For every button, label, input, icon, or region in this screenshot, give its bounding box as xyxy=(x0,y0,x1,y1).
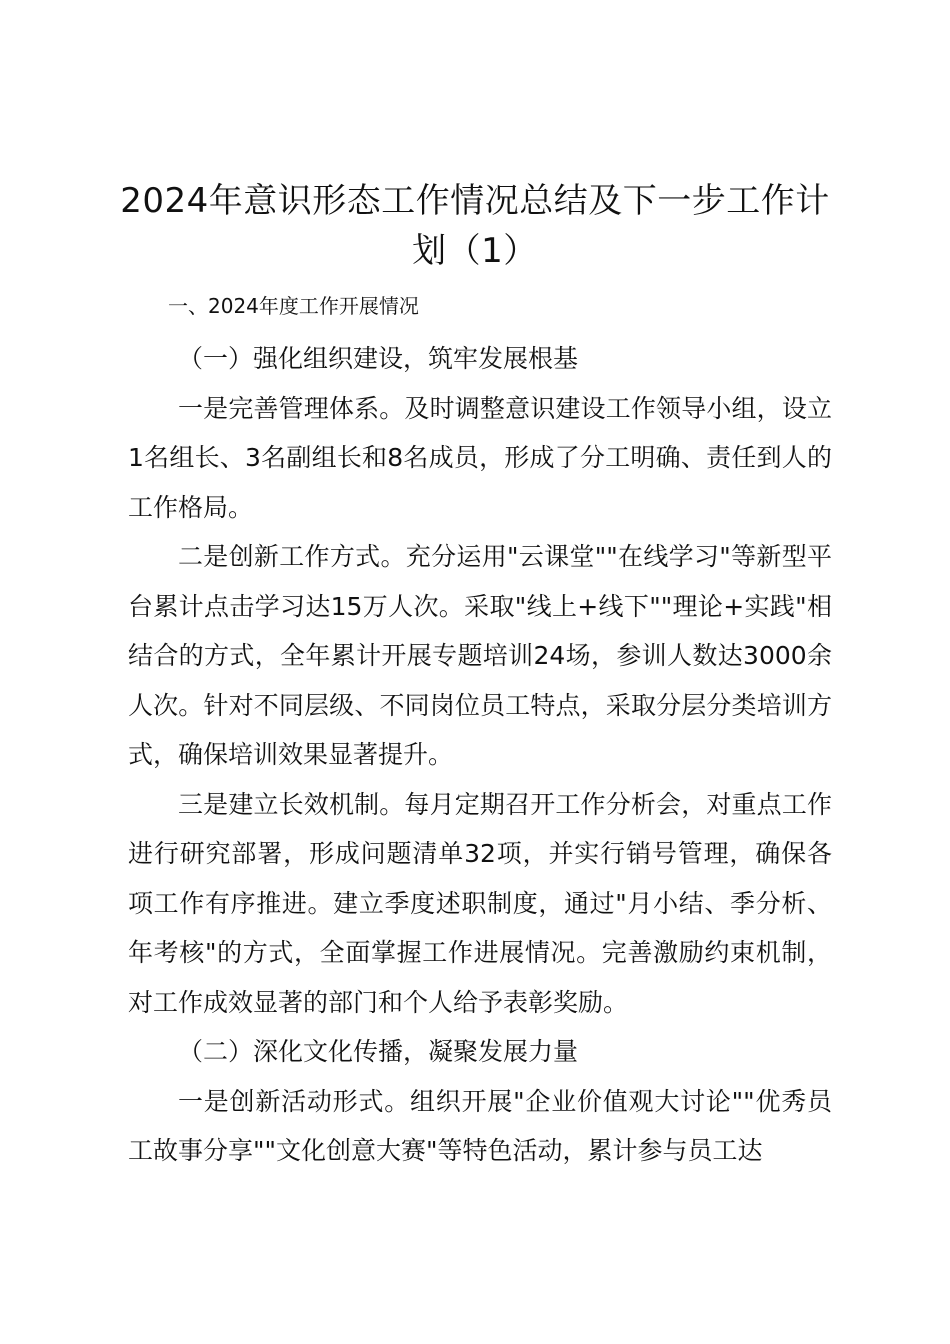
document-title: 2024年意识形态工作情况总结及下一步工作计划（1） xyxy=(120,181,830,271)
body-paragraph: 三是建立长效机制。每月定期召开工作分析会，对重点工作进行研究部署，形成问题清单32项，并实行销号管理，确保各项工作有序推进。建立季度述职制度，通过"月小结、季分析、年考核"的方式，全面掌握工作进展情况。完善激励约束机制，对工作成效显著的部门和个人给予表彰奖励。 xyxy=(128,789,832,1017)
subsection-heading-2: （二）深化文化传播，凝聚发展力量 xyxy=(178,1037,579,1066)
section-heading-1: 一、2024年度工作开展情况 xyxy=(168,294,419,318)
body-paragraph: 二是创新工作方式。充分运用"云课堂""在线学习"等新型平台累计点击学习达15万人次。采取"线上+线下""理论+实践"相结合的方式，全年累计开展专题培训24场，参训人数达3000余人次。针对不同层级、不同岗位员工特点，采取分层分类培训方式，确保培训效果显著提升。 xyxy=(128,542,832,769)
body-paragraph: 一是完善管理体系。及时调整意识建设工作领导小组，设立1名组长、3名副组长和8名成员，形成了分工明确、责任到人的工作格局。 xyxy=(128,393,832,522)
subsection-heading-1: （一）强化组织建设，筑牢发展根基 xyxy=(178,344,579,373)
document-body xyxy=(128,284,832,1176)
body-paragraph: 一是创新活动形式。组织开展"企业价值观大讨论""优秀员工故事分享""文化创意大赛"等特色活动，累计参与员工达 xyxy=(128,1086,832,1165)
